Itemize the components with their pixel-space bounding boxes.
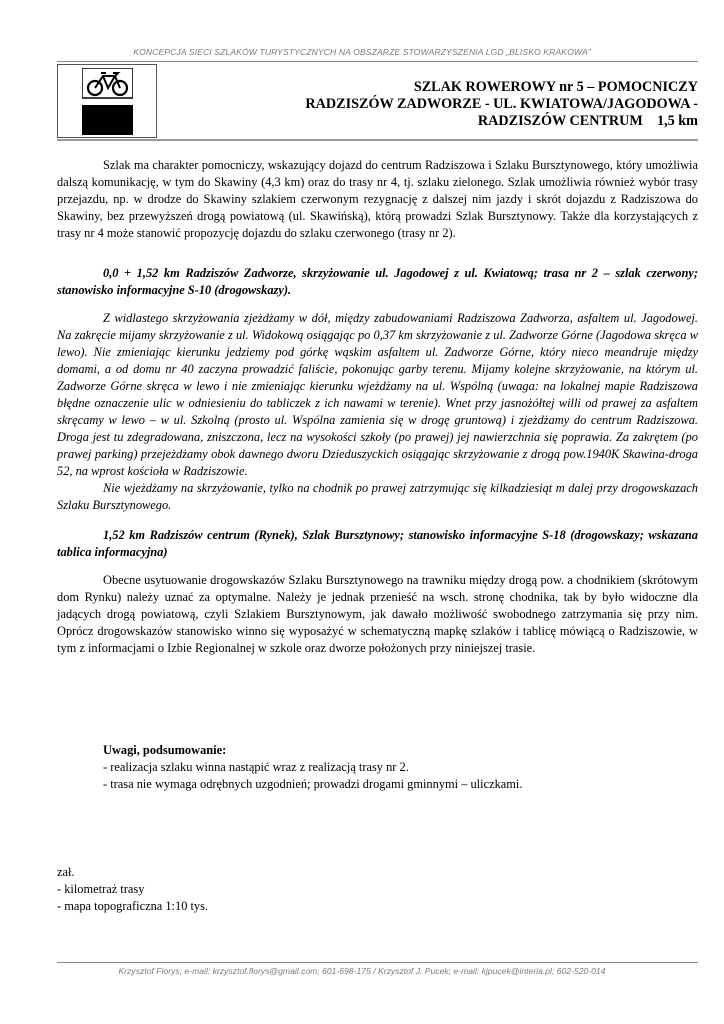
section-start — [57, 265, 698, 299]
section-start-body — [57, 310, 698, 514]
remarks-item: - realizacja szlaku winna nastąpić wraz z realizacją trasy nr 2. — [103, 760, 409, 774]
remarks — [57, 742, 698, 793]
remarks-item: - trasa nie wymaga odrębnych uzgodnień; prowadzi drogami gminnymi – uliczkami. — [103, 777, 523, 791]
title-line-2: RADZISZÓW ZADWORZE - UL. KWIATOWA/JAGODOWA - — [305, 96, 698, 112]
section-end-heading: 1,52 km Radziszów centrum (Rynek), Szlak Bursztynowy; stanowisko informacyjne S-18 (drogowskazy; wskazana tablica informacyjna) — [57, 528, 698, 559]
section-start-heading: 0,0 + 1,52 km Radziszów Zadworze, skrzyżowanie ul. Jagodowej z ul. Kwiatową; trasa nr 2 – szlak czerwony; stanowisko informacyjne S-10 (drogowskazy). — [57, 266, 698, 297]
section-start-paragraph-2: Nie wjeżdżamy na skrzyżowanie, tylko na chodnik po prawej zatrzymując się kilkadziesiąt m dalej przy drogowskazach Szlaku Bursztynowego. — [57, 481, 698, 512]
section-end-body — [57, 572, 698, 657]
intro-paragraph: Szlak ma charakter pomocniczy, wskazujący dojazd do centrum Radziszowa i Szlaku Bursztynowego, który umożliwia dalszą komunikację, w tym do Skawiny (4,3 km) oraz do trasy nr 4, tj. szlaku zielonego. Szlak umożliwia również wybór trasy przejazdu, np. w drodze do Skawiny szlakiem czerwonym rezygnację z dalszej nim jazdy i skrót dojazdu z Radziszowa do Skawiny, bez przewyższeń drogą powiatową (ul. Skawińską), którą prowadzi Szlak Bursztynowy. Także dla korzystających z trasy nr 4 może stanowić propozycję dojazdu do szlaku czerwonego (trasy nr 2). — [57, 158, 698, 240]
attachment-item: - kilometraż trasy — [57, 882, 145, 896]
footer-contact: Krzysztof Florys; e-mail: krzysztof.florys@gmail.com; 601-698-175 / Krzysztof J. Pucek; e-mail: kjpucek@interia.pl; 602-520-014 — [118, 966, 606, 976]
title-line-3: RADZISZÓW CENTRUM 1,5 km — [477, 113, 698, 129]
footer-rule — [57, 962, 698, 963]
attachments-label: zał. — [57, 865, 75, 879]
header-rule — [57, 61, 698, 62]
bicycle-icon — [82, 68, 133, 135]
attachment-item: - mapa topograficzna 1:10 tys. — [57, 899, 209, 913]
header-top-text: KONCEPCJA SIECI SZLAKÓW TURYSTYCZNYCH NA OBSZARZE STOWARZYSZENIA LGD „BLISKO KRAKOWA” — [133, 47, 591, 57]
section-end-paragraph: Obecne usytuowanie drogowskazów Szlaku Bursztynowego na trawniku między drogą pow. a chodnikiem (skrótowym dom Rynku) należy uznać za optymalne. Należy je jednak przenieść na wsch. stronę chodnika, tak by było widoczne dla jadących drogą powiatową, czyli Szlakiem Bursztynowym, jak dawało możliwość swobodnego zatrzymania się przy nim. Oprócz drogowskazów stanowisko winno się wyposażyć w schematyczną mapkę szlaków i tablicę mówiącą o Radziszowie, w tym z informacjami o Izbie Regionalnej w szkole oraz dworze położonych przy niniejszej trasie. — [57, 573, 698, 655]
intro-section — [57, 157, 698, 242]
trail-sign-box — [57, 64, 157, 138]
title-line-1: SZLAK ROWEROWY nr 5 – POMOCNICZY — [413, 79, 698, 95]
section-end — [57, 527, 698, 561]
trail-sign — [82, 68, 133, 135]
remarks-heading: Uwagi, podsumowanie: — [103, 743, 227, 757]
attachments — [57, 864, 698, 915]
trail-title — [305, 79, 698, 130]
section-start-paragraph-1: Z widlastego skrzyżowania zjeżdżamy w dół, między zabudowaniami Radziszowa Zadworza, asfaltem ul. Jagodowej. Na zakręcie mijamy skrzyżowanie z ul. Widokową osiągając po 0,37 km skrzyżowanie z ul. Zadworze Górne (Jagodowa skręca w lewo). Nie zmieniając kierunku jedziemy pod górkę wąskim asfaltem ul. Zadworze Górne, który nieco meandruje między domami, a od domu nr 40 zaczyna prowadzić faliście, pokonując garby terenu. Mijamy kolejne skrzyżowanie, na którym ul. Zadworze Górne skręca w lewo i nie zmieniając kierunku wjeżdżamy na ul. Wspólną (uwaga: na lokalnej mapie Radziszowa błędne oznaczenie ulic w odniesieniu do tabliczek z ich nawami w terenie). Wnet przy jasnożółtej willi od prawej za asfaltem skręcamy w lewo – w ul. Szkolną (prosto ul. Wspólna zamienia się w drogę gruntową) i zjeżdżamy do centrum Radziszowa. Droga jest tu zdegradowana, zniszczona, lecz na wysokości szkoły (po prawej) jej nawierzchnia się poprawia. Za zakrętem (po prawej parking) przejeżdżamy obok dawnego dworu Dzieduszyckich osiągając skrzyżowanie z drogą pow.1940K Skawina-droga 52, na wprost kościoła w Radziszowie. — [57, 311, 698, 478]
title-rule — [57, 139, 698, 141]
